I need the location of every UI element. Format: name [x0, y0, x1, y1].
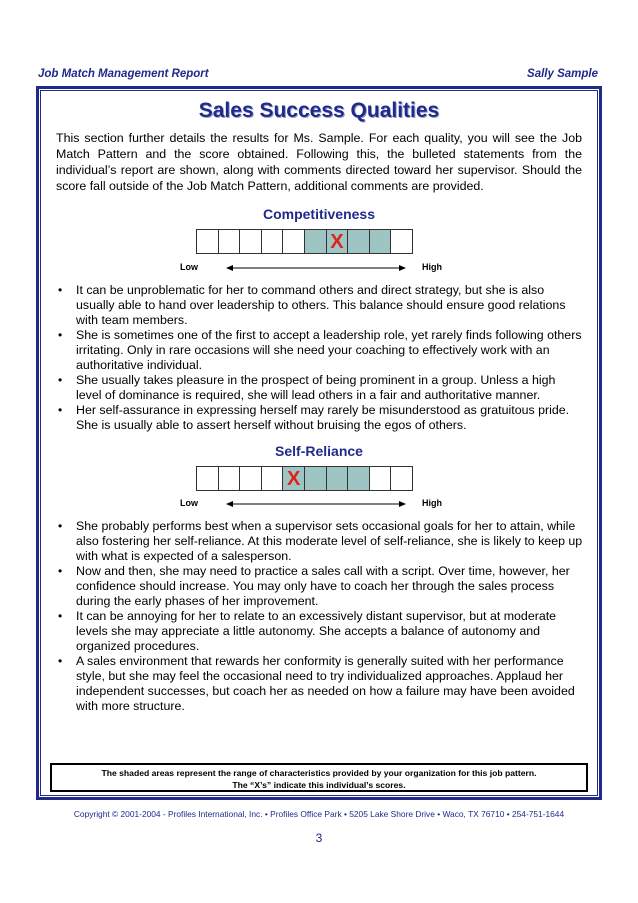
scale-cell: [326, 466, 349, 491]
scale-cell: [347, 466, 370, 491]
legend-note-line-2: The “X’s” indicate this individual’s scores.: [232, 780, 406, 790]
double-arrow-icon: [226, 263, 406, 273]
list-item: • It can be annoying for her to relate to an excessively distant supervisor, but at moderate levels she may appreciate a little autonomy. She accepts a balance of autonomy and organized procedures.: [58, 609, 557, 653]
scale-cell: [304, 466, 327, 491]
legend-note-line-1: The shaded areas represent the range of characteristics provided by your organization for this job pattern.: [101, 768, 537, 778]
scale-cell: [304, 229, 327, 254]
scale-cell: [196, 466, 219, 491]
scale-cell: [239, 466, 262, 491]
bullet-list-self-reliance: [56, 519, 584, 714]
scale-cell: [390, 466, 413, 491]
scale-cell: [390, 229, 413, 254]
list-item: • Now and then, she may need to practice a sales call with a script. Over time, however, her confidence should increase. You may only have to coach her through the sales process during the early phases of her improvement.: [58, 564, 570, 608]
legend-note-box: [50, 763, 588, 792]
candidate-name: Sally Sample: [527, 68, 598, 80]
section-title: Sales Success Qualities: [198, 99, 440, 122]
scale-cell: [347, 229, 370, 254]
bullet-list-competitiveness: [56, 283, 584, 433]
quality-title-competitiveness: Competitiveness: [262, 206, 376, 222]
list-item: • Her self-assurance in expressing herself may rarely be misunderstood as gratuitous pride. She is usually able to assert herself without bruising the egos of others.: [58, 403, 570, 432]
scale-axis-competitiveness: [180, 262, 442, 274]
list-item: • A sales environment that rewards her conformity is generally suited with her performance style, but she may feel the occasional need to try individualized approaches. Applaud her independent successes, but coach her as needed on how a failure may have been avoided with more structure.: [58, 654, 575, 713]
quality-title-self-reliance: Self-Reliance: [275, 443, 363, 459]
page-number: 3: [315, 831, 323, 845]
report-title: Job Match Management Report: [38, 68, 209, 80]
score-mark: X: [287, 467, 301, 490]
axis-high-label: High: [422, 262, 442, 272]
scale-cell: [326, 229, 349, 254]
score-scale-competitiveness: [196, 229, 412, 254]
list-item: • She probably performs best when a supervisor sets occasional goals for her to attain, while also fostering her self-reliance. At this moderate level of self-reliance, she is likely to keep up with what is expected of a salesperson.: [58, 519, 583, 563]
scale-cell: [239, 229, 262, 254]
list-item: • It can be unproblematic for her to command others and direct strategy, but she is also usually able to hand over leadership to others. This balance should ensure good relations with team members.: [58, 283, 566, 327]
list-item: • She is sometimes one of the first to accept a leadership role, yet rarely finds following others irritating. Only in rare occasions will she need your coaching to effectively work with an authoritative individual.: [58, 328, 582, 372]
axis-low-label: Low: [180, 262, 198, 272]
scale-cell: [282, 466, 305, 491]
axis-low-label: Low: [180, 498, 198, 508]
scale-cell: [196, 229, 219, 254]
list-item: • She usually takes pleasure in the prospect of being prominent in a group. Unless a high level of dominance is required, she will lead others in a fair and authoritative manner.: [58, 373, 556, 402]
scale-cell: [261, 229, 284, 254]
axis-high-label: High: [422, 498, 442, 508]
copyright-footer: Copyright © 2001-2004 - Profiles International, Inc. • Profiles Office Park • 5205 Lake Shore Drive • Waco, TX 76710 • 254-751-1644: [73, 809, 565, 819]
score-scale-self-reliance: [196, 466, 412, 491]
scale-axis-self-reliance: [180, 498, 442, 510]
scale-cell: [218, 229, 241, 254]
scale-cell: [261, 466, 284, 491]
double-arrow-icon: [226, 499, 406, 509]
scale-cell: [369, 466, 392, 491]
scale-cell: [282, 229, 305, 254]
score-mark: X: [330, 230, 344, 253]
scale-cell: [218, 466, 241, 491]
intro-paragraph: This section further details the results for Ms. Sample. For each quality, you will see the Job Match Pattern and the score obtained. Following this, the bulleted statements from the individual’s report are shown, along with comments directed toward her supervisor. Should the score fall outside of the Job Match Pattern, additional comments are provided.: [56, 131, 582, 193]
scale-cell: [369, 229, 392, 254]
